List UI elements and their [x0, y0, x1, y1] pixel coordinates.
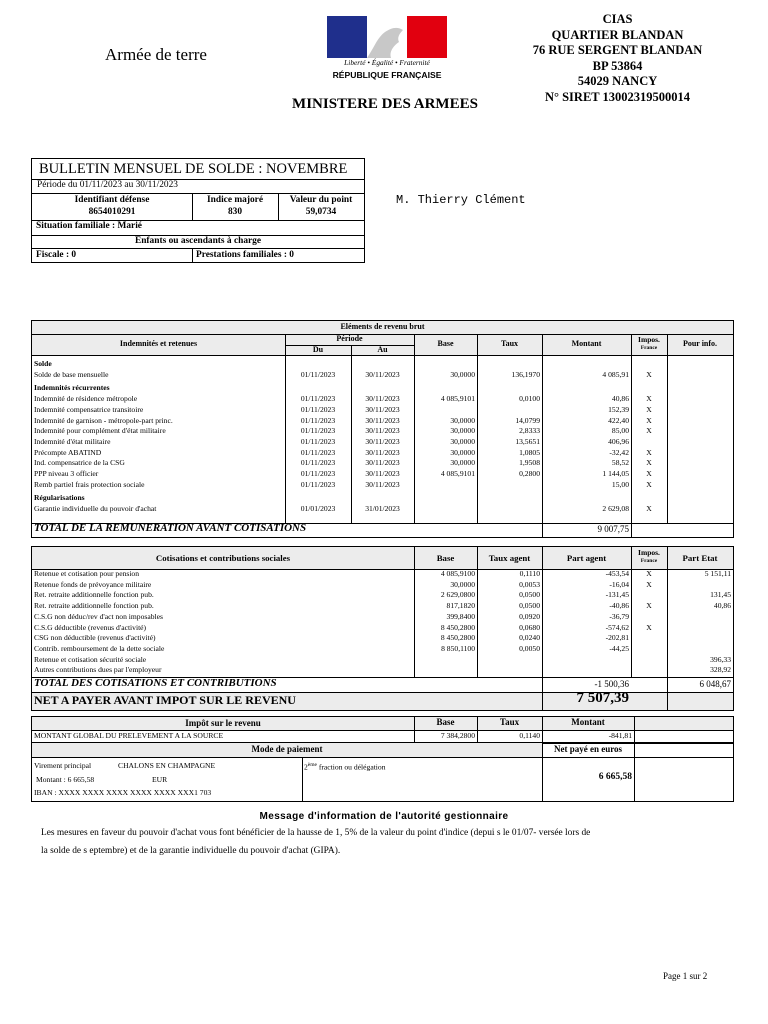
- row-part-agent: -574,62: [605, 622, 629, 632]
- prestations-label: Prestations familiales : 0: [196, 250, 294, 260]
- row-label: Garantie individuelle du pouvoir d'achat: [34, 504, 157, 514]
- row-part-etat: 5 151,11: [704, 569, 731, 578]
- row-impos: X: [646, 469, 652, 478]
- row-base: 30,0000: [450, 415, 475, 425]
- row-base: 817,1820: [446, 601, 475, 611]
- row-du: 01/11/2023: [300, 394, 336, 404]
- fraction-label: [304, 760, 386, 773]
- fraction-suffix: ème: [307, 762, 317, 768]
- table-row: [32, 655, 733, 666]
- address-line: 76 RUE SERGENT BLANDAN: [532, 43, 703, 58]
- row-montant: 152,39: [608, 404, 629, 414]
- row-taux: 0,0240: [519, 633, 540, 643]
- indice-value: 830: [227, 207, 243, 217]
- table-row: [32, 644, 733, 655]
- col-taux-header: Taux: [500, 339, 519, 348]
- row-impos: X: [646, 622, 652, 632]
- row-label: CSG non déductible (revenus d'activité): [34, 633, 156, 643]
- impot-table: [31, 716, 734, 744]
- marianne-logo: [327, 16, 447, 86]
- row-impos: X: [646, 369, 652, 379]
- row-montant: 1 144,05: [602, 469, 629, 478]
- virement-lieu: CHALONS EN CHAMPAGNE: [118, 761, 216, 770]
- row-impos: X: [646, 447, 652, 457]
- row-taux: 1,9508: [519, 458, 540, 468]
- address-line: N° SIRET 13002319500014: [544, 89, 691, 104]
- row-montant: 406,96: [608, 436, 629, 446]
- col-info-header: Pour info.: [682, 339, 718, 348]
- section-label: Indemnités récurrentes: [34, 383, 110, 393]
- row-montant: 40,86: [611, 394, 629, 404]
- fiscale-label: Fiscale : 0: [36, 250, 77, 260]
- row-label: Précompte ABATIND: [34, 447, 102, 457]
- table-row: [32, 437, 733, 448]
- impot-base-header: Base: [436, 717, 455, 727]
- row-du: 01/11/2023: [300, 404, 336, 414]
- row-du: 01/11/2023: [300, 447, 336, 457]
- cotis-etat-header: Part Etat: [682, 553, 718, 563]
- fraction-number: 2: [304, 762, 308, 772]
- fraction-text: fraction ou délégation: [318, 762, 386, 772]
- col-montant-header: Montant: [571, 339, 602, 348]
- net-avant-impot-value: 7 507,39: [576, 690, 629, 706]
- row-label: Contrib. remboursement de la dette sociale: [34, 643, 165, 653]
- bulletin-period: Période du 01/11/2023 au 30/11/2023: [37, 180, 178, 190]
- row-label: Retenue et cotisation pour pension: [34, 569, 140, 578]
- impot-row-label: MONTANT GLOBAL DU PRELEVEMENT A LA SOURCE: [34, 731, 224, 740]
- row-taux: 14,0799: [515, 415, 540, 425]
- row-part-agent: -131,45: [605, 590, 629, 600]
- row-montant: 85,00: [611, 426, 629, 436]
- row-base: 4 085,9100: [440, 569, 475, 578]
- row-montant: -32,42: [609, 447, 629, 457]
- cotis-label-header: Cotisations et contributions sociales: [155, 553, 291, 563]
- logo-republic: RÉPUBLIQUE FRANÇAISE: [332, 70, 442, 80]
- row-part-agent: -16,04: [609, 579, 629, 589]
- row-au: 31/01/2023: [365, 504, 400, 514]
- address-line: BP 53864: [592, 58, 643, 73]
- table-row: [32, 469, 733, 480]
- address-line: QUARTIER BLANDAN: [551, 27, 684, 42]
- section-row: [32, 383, 733, 394]
- col-du-header: Du: [312, 345, 324, 354]
- row-part-agent: -36,79: [609, 611, 629, 621]
- row-au: 30/11/2023: [365, 458, 400, 468]
- table-row: [32, 405, 733, 416]
- row-impos: X: [646, 404, 652, 414]
- col-france-header: France: [640, 345, 658, 351]
- situation-familiale: Situation familiale : Marié: [36, 221, 142, 231]
- row-impos: X: [646, 415, 652, 425]
- brut-title: Eléments de revenu brut: [340, 322, 425, 331]
- impot-base: 7 384,2800: [440, 731, 475, 740]
- indice-label: Indice majoré: [207, 195, 263, 205]
- brut-table: [31, 320, 734, 538]
- bulletin-title: BULLETIN MENSUEL DE SOLDE : NOVEMBRE: [39, 161, 348, 177]
- ministry-label: MINISTERE DES ARMEES: [292, 96, 478, 112]
- table-row: [32, 569, 733, 580]
- total-cotisations-label: TOTAL DES COTISATIONS ET CONTRIBUTIONS: [34, 677, 277, 689]
- row-label: Ret. retraite additionnelle fonction pub.: [34, 590, 154, 600]
- row-du: 01/11/2023: [300, 458, 336, 468]
- table-row: [32, 601, 733, 612]
- table-row: [32, 580, 733, 591]
- row-du: 01/11/2023: [300, 426, 336, 436]
- table-row: [32, 612, 733, 623]
- row-montant: 15,00: [611, 479, 629, 489]
- row-taux: 0,2800: [519, 469, 540, 478]
- impot-montant: -841,81: [608, 731, 632, 740]
- row-taux: 0,0500: [519, 590, 540, 600]
- table-row: [32, 416, 733, 427]
- brut-rows: [32, 359, 733, 523]
- row-impos: X: [646, 394, 652, 404]
- row-label: Remb partiel frais protection sociale: [34, 479, 145, 489]
- col-au-header: Au: [377, 345, 388, 354]
- row-du: 01/11/2023: [300, 436, 336, 446]
- row-impos: X: [646, 569, 652, 578]
- table-row: [32, 504, 733, 515]
- row-au: 30/11/2023: [365, 436, 400, 446]
- impot-taux: 0,1140: [519, 731, 540, 740]
- row-label: Autres contributions dues par l'employeur: [34, 665, 162, 675]
- row-base: 30,0000: [450, 579, 475, 589]
- row-impos: X: [646, 504, 652, 514]
- row-montant: 422,40: [608, 415, 629, 425]
- row-taux: 0,0053: [519, 579, 540, 589]
- virement-devise: EUR: [152, 775, 168, 784]
- row-impos: X: [646, 426, 652, 436]
- row-base: 30,0000: [450, 426, 475, 436]
- cotisations-table: [31, 546, 734, 711]
- table-row: [32, 590, 733, 601]
- virement-label: Virement principal: [34, 761, 92, 770]
- table-row: [32, 370, 733, 381]
- sender-address: [520, 12, 715, 106]
- row-du: 01/11/2023: [300, 479, 336, 489]
- impot-montant-header: Montant: [571, 717, 605, 727]
- row-impos: X: [646, 579, 652, 589]
- paiement-table: [31, 742, 734, 802]
- mode-paiement-header: Mode de paiement: [251, 744, 323, 754]
- total-cotisations-agent: -1 500,36: [594, 679, 629, 689]
- row-taux: 0,0680: [519, 622, 540, 632]
- row-base: 8 450,2800: [440, 622, 475, 632]
- row-au: 30/11/2023: [365, 469, 400, 478]
- row-taux: 0,0100: [519, 394, 540, 404]
- row-base: 4 085,9101: [440, 394, 475, 404]
- row-label: Indemnité d'état militaire: [34, 436, 111, 446]
- row-impos: X: [646, 601, 652, 611]
- row-label: C.S.G déductible (revenus d'activité): [34, 622, 147, 632]
- row-part-etat: 40,86: [713, 601, 731, 611]
- row-part-etat: 396,33: [710, 654, 731, 664]
- row-label: Retenue et cotisation sécurité sociale: [34, 654, 147, 664]
- row-label: Indemnité de garnison - métropole-part princ.: [34, 415, 173, 425]
- row-label: Ret. retraite additionnelle fonction pub.: [34, 601, 154, 611]
- row-label: PPP niveau 3 officier: [34, 469, 99, 478]
- row-au: 30/11/2023: [365, 404, 400, 414]
- row-label: Ind. compensatrice de la CSG: [34, 458, 125, 468]
- id-label: Identifiant défense: [74, 195, 150, 205]
- row-impos: X: [646, 458, 652, 468]
- logo-motto: Liberté • Égalité • Fraternité: [344, 58, 430, 67]
- row-base: 8 450,2800: [440, 633, 475, 643]
- row-taux: 1,0805: [519, 447, 540, 457]
- total-cotisations-etat: 6 048,67: [699, 679, 731, 689]
- point-label: Valeur du point: [289, 195, 353, 205]
- row-base: 30,0000: [450, 369, 475, 379]
- row-label: Indemnité pour complément d'état militaire: [34, 426, 166, 436]
- row-taux: 0,0050: [519, 643, 540, 653]
- col-periode-header: Période: [336, 334, 363, 343]
- section-label: Régularisations: [34, 493, 85, 503]
- address-line: 54029 NANCY: [577, 74, 658, 89]
- net-avant-impot-label: NET A PAYER AVANT IMPOT SUR LE REVENU: [34, 693, 296, 707]
- table-row: [32, 623, 733, 634]
- row-part-etat: 328,92: [710, 665, 731, 675]
- row-du: 01/11/2023: [300, 415, 336, 425]
- row-montant: 58,52: [611, 458, 629, 468]
- table-row: [32, 480, 733, 491]
- row-label: Indemnité de résidence métropole: [34, 394, 138, 404]
- net-paye-header: Net payé en euros: [553, 744, 623, 754]
- point-value: 59,0734: [305, 207, 337, 217]
- cotis-base-header: Base: [436, 553, 455, 563]
- row-au: 30/11/2023: [365, 426, 400, 436]
- row-du: 01/01/2023: [300, 504, 336, 514]
- section-label: Solde: [34, 359, 52, 368]
- cotis-part-header: Part agent: [566, 553, 607, 563]
- row-part-agent: -453,54: [605, 569, 629, 578]
- cotis-impos-header: Impos.: [638, 548, 660, 557]
- bulletin-box: [31, 158, 365, 263]
- row-label: Solde de base mensuelle: [34, 369, 109, 379]
- row-label: C.S.G non déduc/rev d'act non imposables: [34, 611, 163, 621]
- row-part-agent: -40,86: [609, 601, 629, 611]
- row-taux: 0,0920: [519, 611, 540, 621]
- table-row: [32, 426, 733, 437]
- recipient-name: M. Thierry Clément: [396, 193, 526, 207]
- iban-value: IBAN : XXXX XXXX XXXX XXXX XXXX XXX1 703: [34, 788, 212, 797]
- row-montant: 2 629,08: [602, 504, 629, 514]
- row-base: 2 629,0800: [440, 590, 475, 600]
- row-au: 30/11/2023: [365, 415, 400, 425]
- row-base: 30,0000: [450, 447, 475, 457]
- col-base-header: Base: [437, 339, 454, 348]
- message-line-2: la solde de s eptembre) et de la garantie individuelle du pouvoir d'achat (GIPA).: [41, 846, 341, 856]
- table-row: [32, 665, 733, 676]
- section-row: [32, 359, 733, 370]
- total-remuneration-value: 9 007,75: [597, 524, 629, 534]
- message-title: Message d'information de l'autorité gestionnaire: [259, 811, 509, 822]
- table-row: [32, 394, 733, 405]
- row-taux: 13,5651: [515, 436, 540, 446]
- enfants-label: Enfants ou ascendants à charge: [134, 236, 262, 246]
- row-impos: X: [646, 479, 652, 489]
- page-number: Page 1 sur 2: [663, 971, 708, 981]
- col-label-header: Indemnités et retenues: [119, 339, 198, 348]
- cotis-rows: [32, 569, 733, 677]
- row-base: 399,8400: [446, 611, 475, 621]
- section-row: [32, 493, 733, 504]
- army-label: Armée de terre: [105, 45, 207, 64]
- message-line-1: Les mesures en faveur du pouvoir d'achat vous font bénéficier de la hausse de 1, 5% de la valeur du point d'indice (depui s le 01/07- versée lors de: [41, 828, 591, 838]
- net-paye-value: 6 665,58: [598, 772, 632, 782]
- total-remuneration-label: TOTAL DE LA REMUNERATION AVANT COTISATIONS: [34, 522, 307, 534]
- row-taux: 0,0500: [519, 601, 540, 611]
- row-du: 01/11/2023: [300, 369, 336, 379]
- col-impos-header: Impos.: [638, 335, 660, 344]
- row-taux: 136,1970: [511, 369, 540, 379]
- row-base: 30,0000: [450, 458, 475, 468]
- virement-montant: Montant : 6 665,58: [36, 775, 95, 784]
- impot-label: Impôt sur le revenu: [185, 718, 261, 728]
- row-base: 4 085,9101: [440, 469, 475, 478]
- row-label: Indemnité compensatrice transitoire: [34, 404, 144, 414]
- row-taux: 2,8333: [519, 426, 540, 436]
- table-row: [32, 458, 733, 469]
- row-au: 30/11/2023: [365, 369, 400, 379]
- cotis-taux-header: Taux agent: [488, 553, 531, 563]
- address-line: CIAS: [602, 12, 633, 26]
- table-row: [32, 633, 733, 644]
- row-au: 30/11/2023: [365, 447, 400, 457]
- row-label: Retenue fonds de prévoyance militaire: [34, 579, 152, 589]
- row-part-etat: 131,45: [710, 590, 731, 600]
- impot-taux-header: Taux: [499, 717, 520, 727]
- row-du: 01/11/2023: [300, 469, 336, 478]
- row-taux: 0,1110: [519, 569, 540, 578]
- row-part-agent: -44,25: [609, 643, 629, 653]
- id-value: 8654010291: [88, 207, 136, 217]
- row-au: 30/11/2023: [365, 394, 400, 404]
- cotis-france-header: France: [640, 558, 658, 564]
- row-montant: 4 085,91: [602, 369, 629, 379]
- row-base: 30,0000: [450, 436, 475, 446]
- row-part-agent: -202,81: [605, 633, 629, 643]
- row-base: 8 850,1100: [441, 643, 475, 653]
- table-row: [32, 448, 733, 459]
- row-au: 30/11/2023: [365, 479, 400, 489]
